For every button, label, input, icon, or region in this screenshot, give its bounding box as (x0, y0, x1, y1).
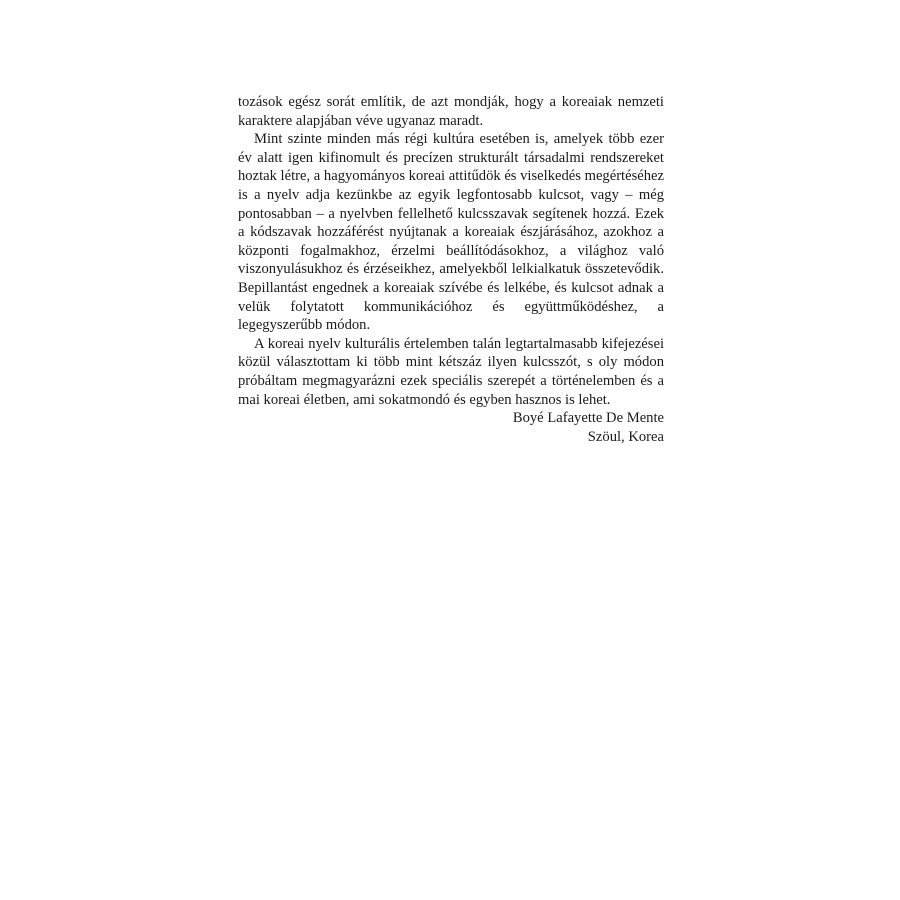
paragraph-3: A koreai nyelv kulturális értelemben talán legtartalmasabb kifejezései közül választottam ki több mint kétszáz ilyen kulcsszót, s oly módon próbáltam megmagyarázni ezek speciális szerepét a történelemben és a mai koreai életben, ami sokatmondó és egyben hasznos is lehet. (238, 335, 664, 408)
paragraph-1: tozások egész sorát említik, de azt mondják, hogy a koreaiak nemzeti karaktere alapjában véve ugyanaz maradt. (238, 94, 664, 129)
page-text-block (238, 93, 664, 446)
signature-author: Boyé Lafayette De Mente (512, 410, 664, 427)
paragraph-2: Mint szinte minden más régi kultúra esetében is, amelyek több ezer év alatt igen kifinomult és precízen strukturált társadalmi rendszereket hoztak létre, a hagyományos koreai attitűdök és viselkedés megértéséhez is a nyelv adja kezünkbe az egyik legfontosabb kulcsot, vagy – még pontosabban – a nyelvben fellelhető kulcsszavak segítenek hozzá. Ezek a kódszavak hozzáférést nyújtanak a koreaiak észjárásához, azokhoz a központi fogalmakhoz, érzelmi beállítódásokhoz, a világhoz való viszonyulásukhoz és érzéseikhez, amelyekből lelkialkatuk összetevődik. Bepillantást engednek a koreaiak szívébe és lelkébe, és kulcsot adnak a velük folytatott kommunikációhoz és együttműködéshez, a legegyszerűbb módon. (238, 131, 664, 334)
signature-block (238, 409, 664, 446)
signature-place: Szöul, Korea (587, 428, 664, 445)
